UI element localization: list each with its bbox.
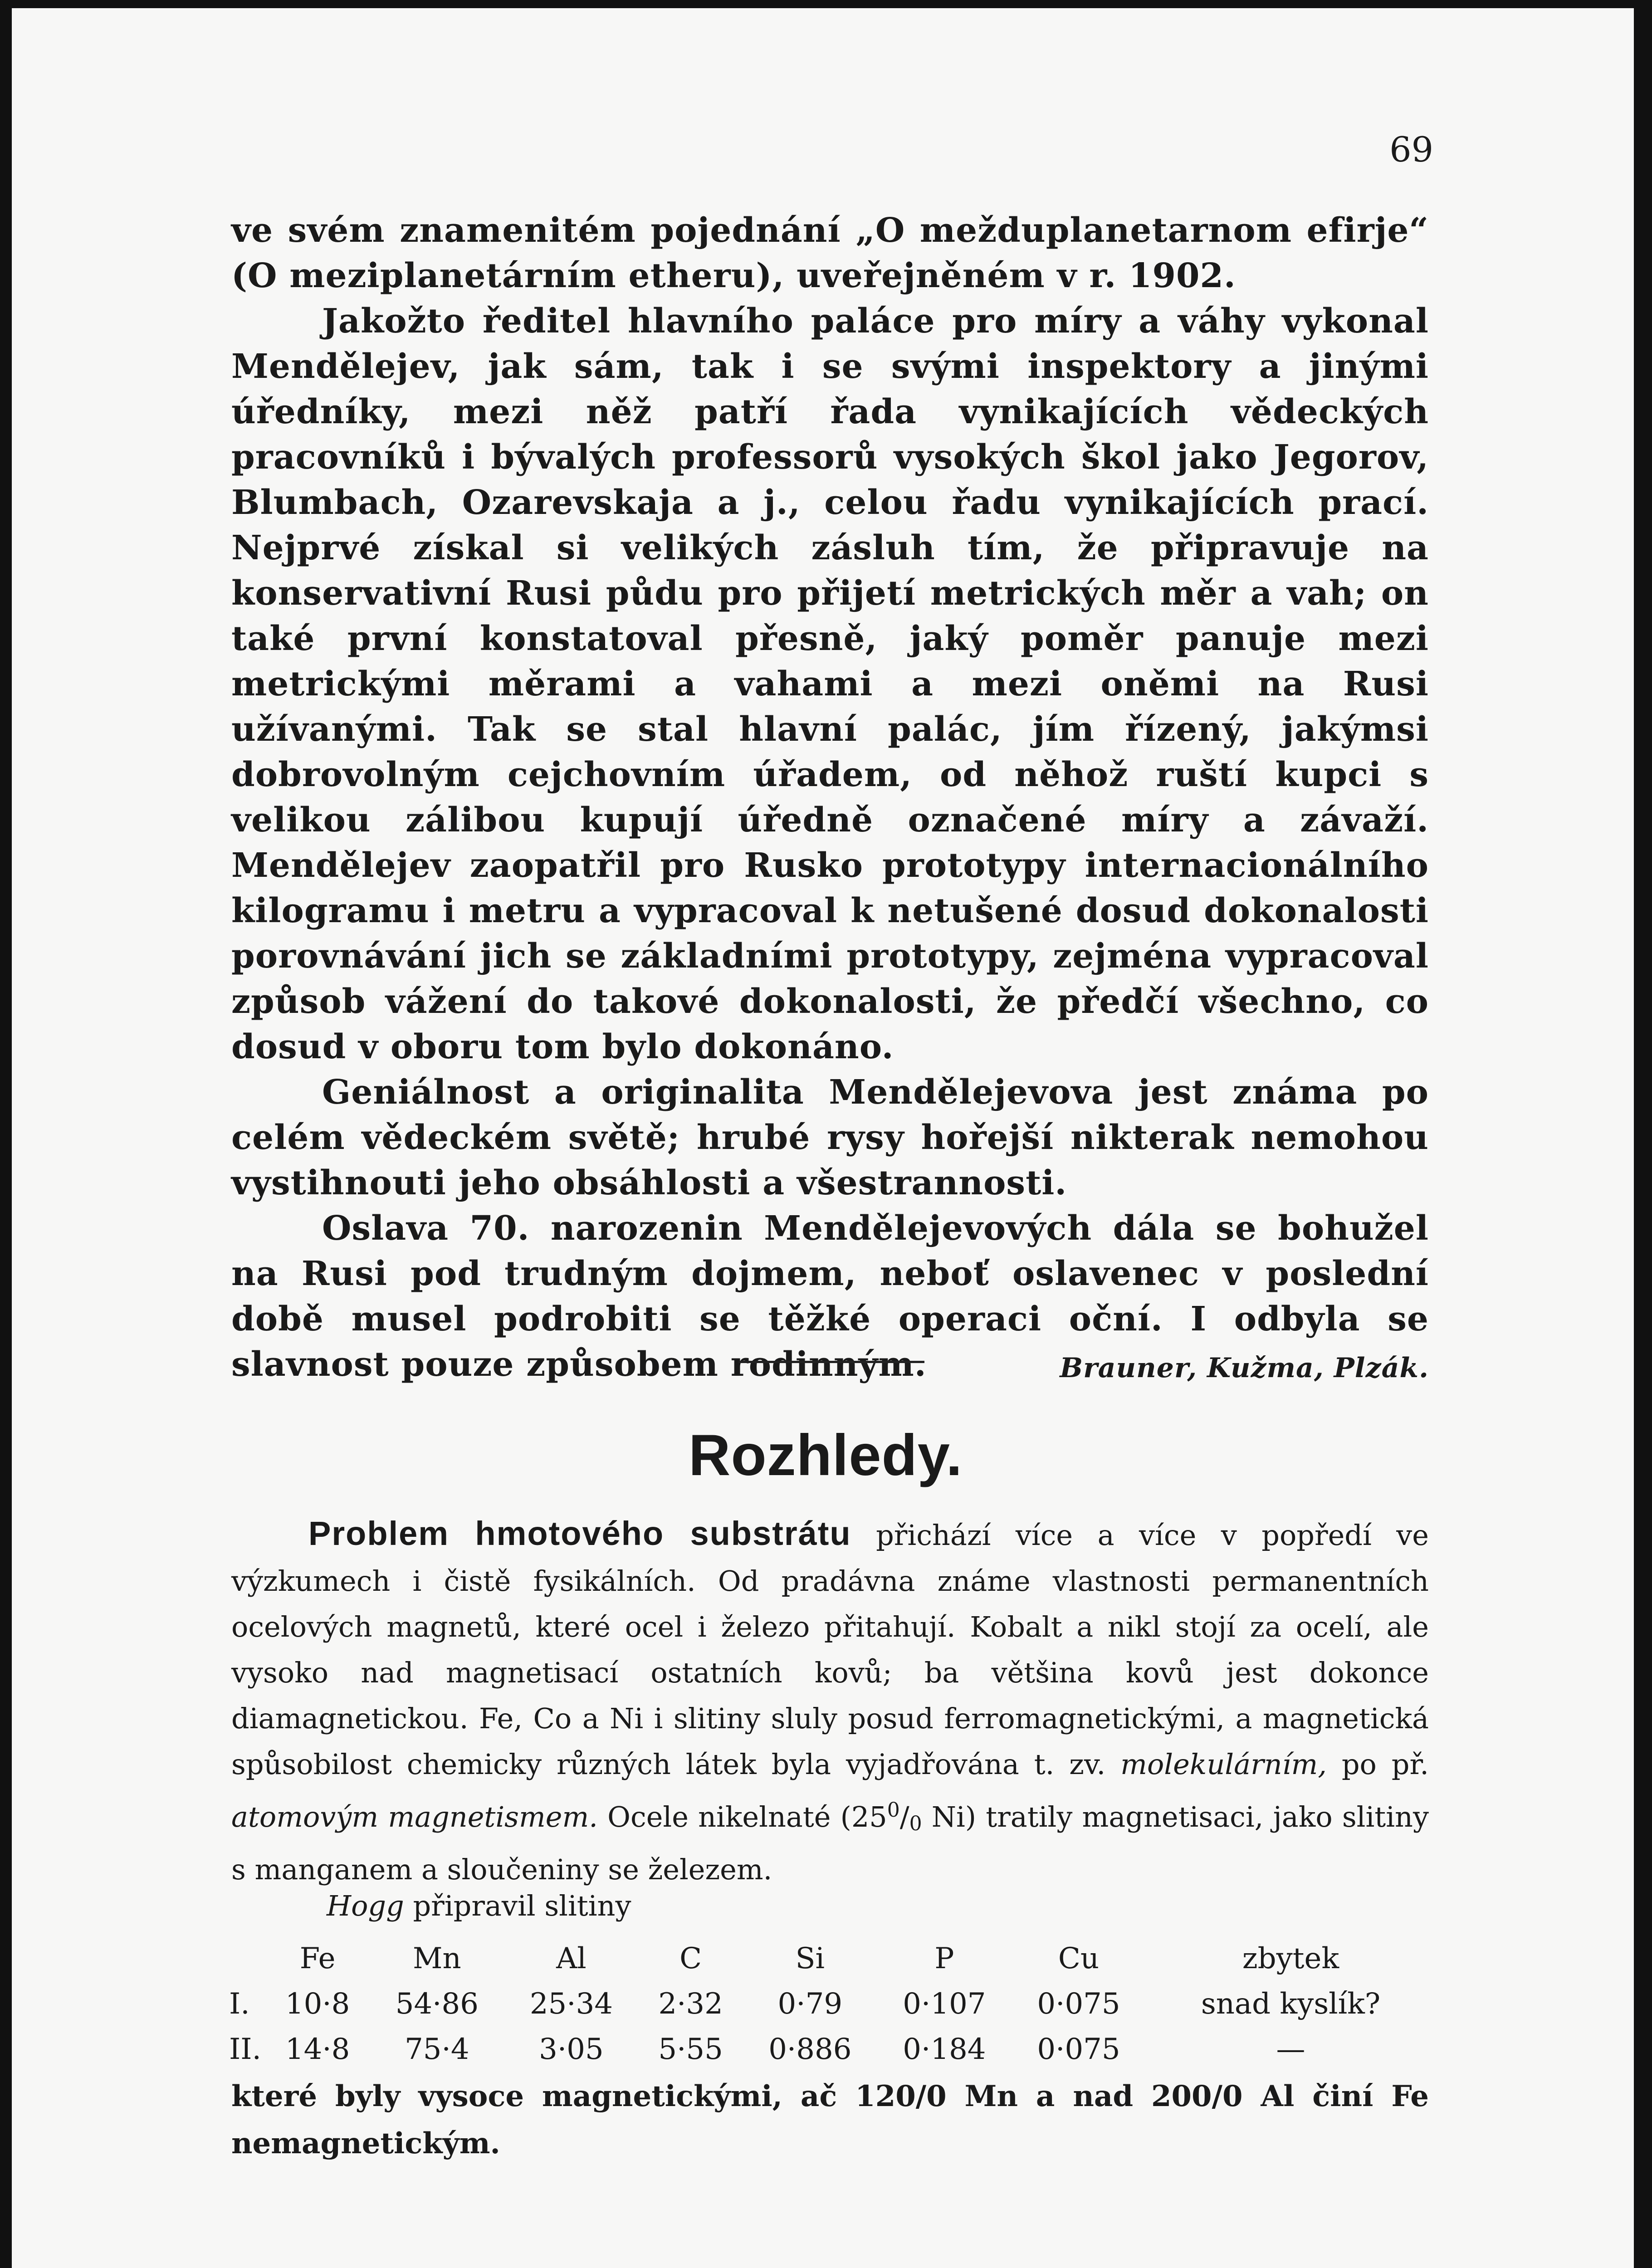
table-cell: 0·184 — [903, 2033, 986, 2066]
table-cell: 54·86 — [395, 1987, 479, 2021]
article-paragraph: Jakožto ředitel hlavního paláce pro míry a váhy vykonal Mendělejev, jak sám, tak i se svými inspektory a jinými úředníky, mezi něž patří řada vynikajících vědeckých pracovníků i bývalých professorů vysokých škol jako Jegorov, Blumbach, Ozarevskaja a j., celou řadu vynikajících prací. Nejprvé získal si velikých zásluh tím, že připravuje na konservativní Rusi půdu pro přijetí metrických měr a vah; on také první konstatoval přesně, jaký poměr panuje mezi metrickými měrami a vahami a mezi oněmi na Rusi užívanými. Tak se stal hlavní palác, jím řízený, jakýmsi dobrovolným cejchovním úřadem, od něhož ruští kupci s velikou zálibou kupují úředně označené míry a závaží. Mendělejev zaopatřil pro Rusko prototypy internacionálního kilogramu i metru a vypracoval k netušené dosud dokonalosti porovnávání jich se základními prototypy, zejména vypracoval způsob vážení do takové dokonalosti, že předčí všechno, co dosud v oboru tom bylo dokonáno. — [231, 302, 1429, 1066]
table-header: Cu — [1058, 1942, 1100, 1975]
section-text-part: Ni) tratily magnetisaci, jako slitiny s manganem a sloučeniny se železem. — [231, 1800, 1429, 1886]
article-body — [231, 208, 1429, 1391]
table-header: Al — [556, 1942, 587, 1975]
page-number: 69 — [1389, 129, 1433, 170]
hogg-text: připravil slitiny — [404, 1889, 631, 1922]
table-header-row — [229, 1936, 1436, 1981]
author-name: Hogg — [327, 1889, 404, 1922]
table-header: Si — [795, 1942, 825, 1975]
table-header: C — [679, 1942, 702, 1975]
table-cell: snad kyslík? — [1201, 1987, 1381, 2021]
table-cell: 0·075 — [1037, 1987, 1120, 2021]
table-cell: 0·107 — [903, 1987, 986, 2021]
article-paragraph — [231, 1206, 1429, 1387]
italic-term: molekulárním, — [1120, 1748, 1327, 1781]
table-header: Mn — [412, 1942, 461, 1975]
closing-part: které byly vysoce magnetickými, ač 12 — [231, 2079, 896, 2113]
section-text-part: přichází více a více v popředí ve výzkumech i čistě fysikálních. Od pradávna známe vlastnosti permanentních ocelových magnetů, které ocel i železo přitahují. Kobalt a nikl stojí za ocelí, ale vysoko nad magnetisací ostatních kovů; ba většina kovů jest dokonce diamagnetickou. Fe, Co a Ni i slitiny sluly posud ferromagnetickými, a magnetická spůsobilost chemicky různých látek byla vyjadřována t. zv. — [231, 1519, 1429, 1781]
table-cell: 75·4 — [405, 2033, 469, 2066]
section-title: Rozhledy. — [689, 1423, 963, 1488]
hogg-line — [327, 1889, 631, 1922]
section-body — [231, 1510, 1429, 1892]
section-text-part: po př. — [1326, 1748, 1429, 1781]
percent-mark: 0/0 — [895, 2079, 947, 2113]
section-divider — [738, 1361, 924, 1363]
table-cell: — — [1276, 2033, 1305, 2066]
closing-text — [231, 2073, 1429, 2167]
closing-part: Al činí Fe nemagnetickým. — [231, 2079, 1429, 2160]
article-paragraph: ve svém znamenitém pojednání „O mežduplanetarnom efirje“ (O meziplanetárním etheru), uveřejněném v r. 1902. — [231, 211, 1429, 295]
table-cell: I. — [229, 1987, 250, 2021]
article-paragraph: Geniálnost a originalita Mendělejevova jest známa po celém vědeckém světě; hrubé rysy hořejší nikterak nemohou vystihnouti jeho obsáhlosti a všestrannosti. — [231, 1073, 1429, 1202]
table-cell: 0·886 — [768, 2033, 852, 2066]
table-cell: 10·8 — [285, 1987, 350, 2021]
table-cell: 5·55 — [658, 2033, 723, 2066]
percent-sub: 0 — [909, 1812, 922, 1835]
italic-term: atomovým magnetismem. — [231, 1800, 598, 1833]
section-text-part: Ocele nikelnaté (25 — [597, 1800, 887, 1833]
table-cell: 3·05 — [539, 2033, 604, 2066]
article-paragraph-text: Oslava 70. narozenin Mendělejevových dála se bohužel na Rusi pod trudným dojmem, neboť oslavenec v poslední době musel podrobiti se těžké operaci oční. I odbyla se slavnost pouze způsobem rodinným. — [231, 1209, 1429, 1384]
table-cell: 0·79 — [777, 1987, 843, 2021]
table-row — [229, 2027, 1436, 2072]
table-cell: 0·075 — [1037, 2033, 1120, 2066]
table-cell: II. — [229, 2033, 261, 2066]
percent-mark: 0/0 — [1192, 2079, 1243, 2113]
closing-part: Mn a nad 20 — [964, 2079, 1192, 2113]
table-cell: 2·32 — [658, 1987, 723, 2021]
section-lead: Problem hmotového substrátu — [308, 1515, 851, 1552]
table-row — [229, 1981, 1436, 2027]
section-paragraph: Problem hmotového substrátu přichází více a více v popředí ve výzkumech i čistě fysikálních. Od pradávna známe vlastnosti permanentních ocelových magnetů, které ocel i železo přitahují. Kobalt a nikl stojí za ocelí, ale vysoko nad magnetisací ostatních kovů; ba většina kovů jest dokonce diamagnetickou. Fe, Co a Ni i slitiny sluly posud ferromagnetickými, a magnetická spůsobilost chemicky různých látek byla vyjadřována t. zv. molekulárním, po př. atomovým magnetismem. Ocele nikelnaté ($25^0/_0$ Ni) tratily magnetisaci, jako slitiny s manganem a sloučeniny se železem. — [231, 1515, 1429, 1886]
table-header — [229, 1936, 265, 1981]
alloy-table — [229, 1936, 1436, 2072]
authors-signature: Brauner, Kužma, Plzák. — [1060, 1352, 1429, 1384]
table-header: zbytek — [1242, 1942, 1339, 1975]
table-cell: 25·34 — [529, 1987, 613, 2021]
percent-sup: 0 — [887, 1799, 900, 1822]
table-cell: 14·8 — [285, 2033, 350, 2066]
table-header: P — [934, 1942, 954, 1975]
table-header: Fe — [299, 1942, 336, 1975]
